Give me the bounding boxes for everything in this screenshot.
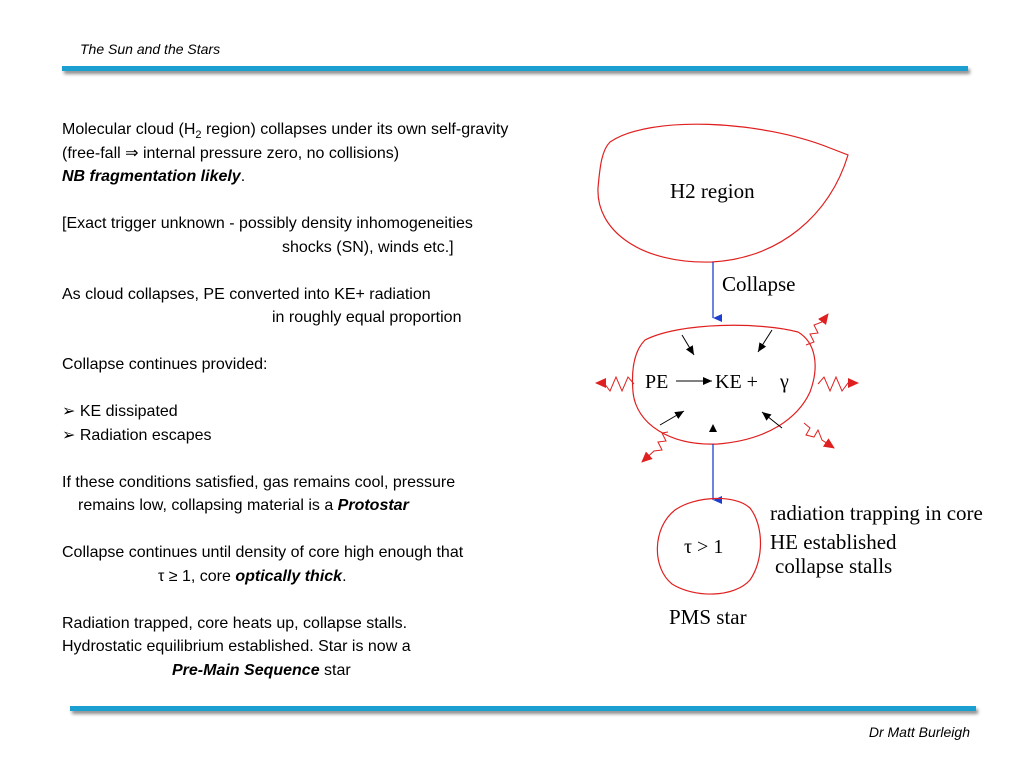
para-7-line-1: Radiation trapped, core heats up, collapse stalls. <box>62 614 408 632</box>
pe-label: PE <box>645 371 669 393</box>
pms-star-label: PMS star <box>669 605 747 629</box>
text-span: τ ≥ 1, core <box>158 567 236 585</box>
para-2-line-2: shocks (SN), winds etc.] <box>282 238 454 256</box>
header-title: The Sun and the Stars <box>80 41 221 57</box>
text-span: Radiation escapes <box>75 426 212 444</box>
para-6-line-1: Collapse continues until density of core high enough that <box>62 544 464 561</box>
text-span: . <box>240 168 246 185</box>
para-2-line-1: [Exact trigger unknown - possibly density inhomogeneities <box>62 215 473 232</box>
collapse-label: Collapse <box>722 272 796 296</box>
ke-label: KE + <box>715 371 758 393</box>
radiation-zigzag <box>596 377 634 391</box>
radiation-zigzag <box>806 314 828 345</box>
para-7-line-2: Hydrostatic equilibrium established. Star is now a <box>62 638 411 655</box>
tau-label: τ > 1 <box>684 536 724 558</box>
bullet-arrow-icon: ➢ <box>62 403 76 420</box>
inward-arrow <box>660 411 684 425</box>
radiation-zigzag <box>818 377 858 391</box>
he-established-label: HE established <box>770 530 897 554</box>
collapse-stalls-label: collapse stalls <box>775 554 893 578</box>
inward-arrow <box>762 412 782 428</box>
emphasis-pre-main-sequence: Pre-Main Sequence <box>172 661 320 679</box>
text-span: Molecular cloud (H <box>62 121 196 138</box>
subscript: 2 <box>195 129 202 142</box>
inward-arrow <box>758 330 772 352</box>
gamma-label: γ <box>780 371 789 393</box>
core-arrow-head-up <box>709 424 717 432</box>
inward-arrow <box>682 335 694 355</box>
text-span: remains low, collapsing material is a <box>78 497 338 514</box>
text-span: . <box>342 567 347 585</box>
radiation-trapping-label: radiation trapping in core <box>770 501 983 525</box>
emphasis-optically-thick: optically thick <box>235 567 343 585</box>
para-3-line-1: As cloud collapses, PE converted into KE+ radiation <box>62 285 431 303</box>
para-4: Collapse continues provided: <box>62 356 268 373</box>
text-span: star <box>319 661 351 679</box>
text-span: region) collapses under its own self-gravity <box>201 121 509 138</box>
text-span: KE dissipated <box>75 403 178 420</box>
bullet-arrow-icon: ➢ <box>62 426 76 444</box>
emphasis-fragmentation: NB fragmentation likely <box>62 168 241 185</box>
bottom-rule <box>70 706 976 711</box>
para-5-line-1: If these conditions satisfied, gas remains cool, pressure <box>62 473 456 491</box>
footer-author: Dr Matt Burleigh <box>868 724 970 740</box>
radiation-zigzag <box>804 423 834 448</box>
radiation-zigzag <box>642 432 668 462</box>
h2-region-label: H2 region <box>670 179 755 203</box>
emphasis-protostar: Protostar <box>337 497 409 514</box>
para-1-line-2: (free-fall ⇒ internal pressure zero, no collisions) <box>62 144 400 162</box>
para-3-line-2: in roughly equal proportion <box>272 309 462 326</box>
